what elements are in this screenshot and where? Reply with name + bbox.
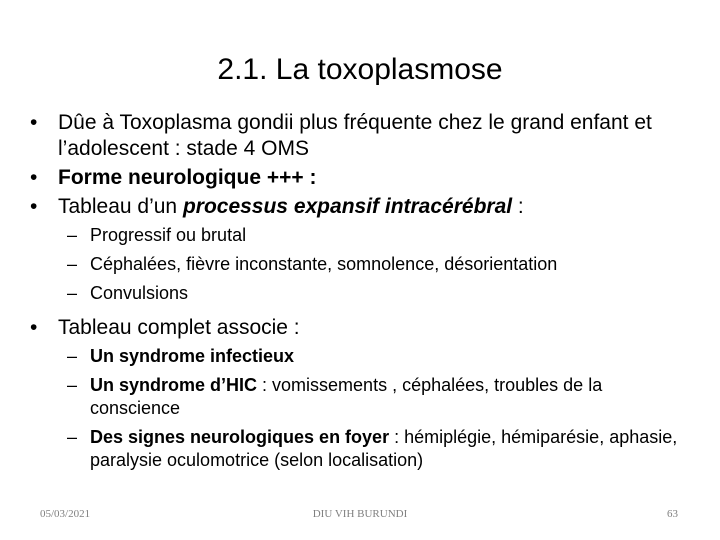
dash-icon: – <box>67 225 78 245</box>
dash-icon: – <box>67 283 78 303</box>
bullet-icon: • <box>30 166 38 189</box>
bullet-emphasis-text: processus expansif intracérébral <box>182 195 513 218</box>
slide-content <box>30 110 710 482</box>
sub-item-rest: : vomissements , céphalées, troubles de la conscience <box>90 375 603 418</box>
dash-icon: – <box>67 375 78 395</box>
sub-item-bold: Un syndrome d’HIC <box>90 375 258 395</box>
sub-item-text: Céphalées, fièvre inconstante, somnolence, désorientation <box>90 254 558 274</box>
sub-item-text <box>90 345 710 368</box>
sub-list-1 <box>30 224 710 305</box>
footer-page-number: 63 <box>667 508 678 520</box>
sub-item-rest: : hémiplégie, hémiparésie, aphasie, paralysie oculomotrice (selon localisation) <box>90 427 678 470</box>
slide-title: 2.1. La toxoplasmose <box>217 53 503 86</box>
bullet-item-2 <box>30 165 710 191</box>
bullet-text: Dûe à Toxoplasma gondii plus fréquente chez le grand enfant et l’adolescent : stade 4 OMS <box>58 111 652 160</box>
sub-item-text: Convulsions <box>90 283 189 303</box>
bullet-text-prefix: Tableau d’un <box>58 195 183 218</box>
sub-item-text <box>90 374 710 420</box>
sub-item <box>30 345 710 368</box>
sub-item <box>30 224 710 247</box>
bullet-icon: • <box>30 195 38 218</box>
bullet-item-4 <box>30 315 710 341</box>
bullet-bold-text: Forme neurologique +++ : <box>58 166 317 189</box>
bullet-item-3 <box>30 194 710 220</box>
sub-item <box>30 426 710 472</box>
sub-item <box>30 374 710 420</box>
bullet-text: Tableau complet associe : <box>58 316 300 339</box>
bullet-icon: • <box>30 316 38 339</box>
sub-list-2 <box>30 345 710 472</box>
sub-item <box>30 253 710 276</box>
sub-item-bold: Des signes neurologiques en foyer <box>90 427 390 447</box>
dash-icon: – <box>67 254 78 274</box>
sub-item-bold: Un syndrome infectieux <box>90 346 295 366</box>
dash-icon: – <box>67 346 78 366</box>
bullet-item-1 <box>30 110 710 162</box>
sub-item-text: Progressif ou brutal <box>90 225 247 245</box>
bullet-text-suffix: : <box>512 195 524 218</box>
dash-icon: – <box>67 427 78 447</box>
footer-center-text: DIU VIH BURUNDI <box>312 508 408 520</box>
sub-item-text <box>90 426 710 472</box>
footer-date: 05/03/2021 <box>40 508 91 520</box>
bullet-icon: • <box>30 111 38 134</box>
sub-item <box>30 282 710 305</box>
